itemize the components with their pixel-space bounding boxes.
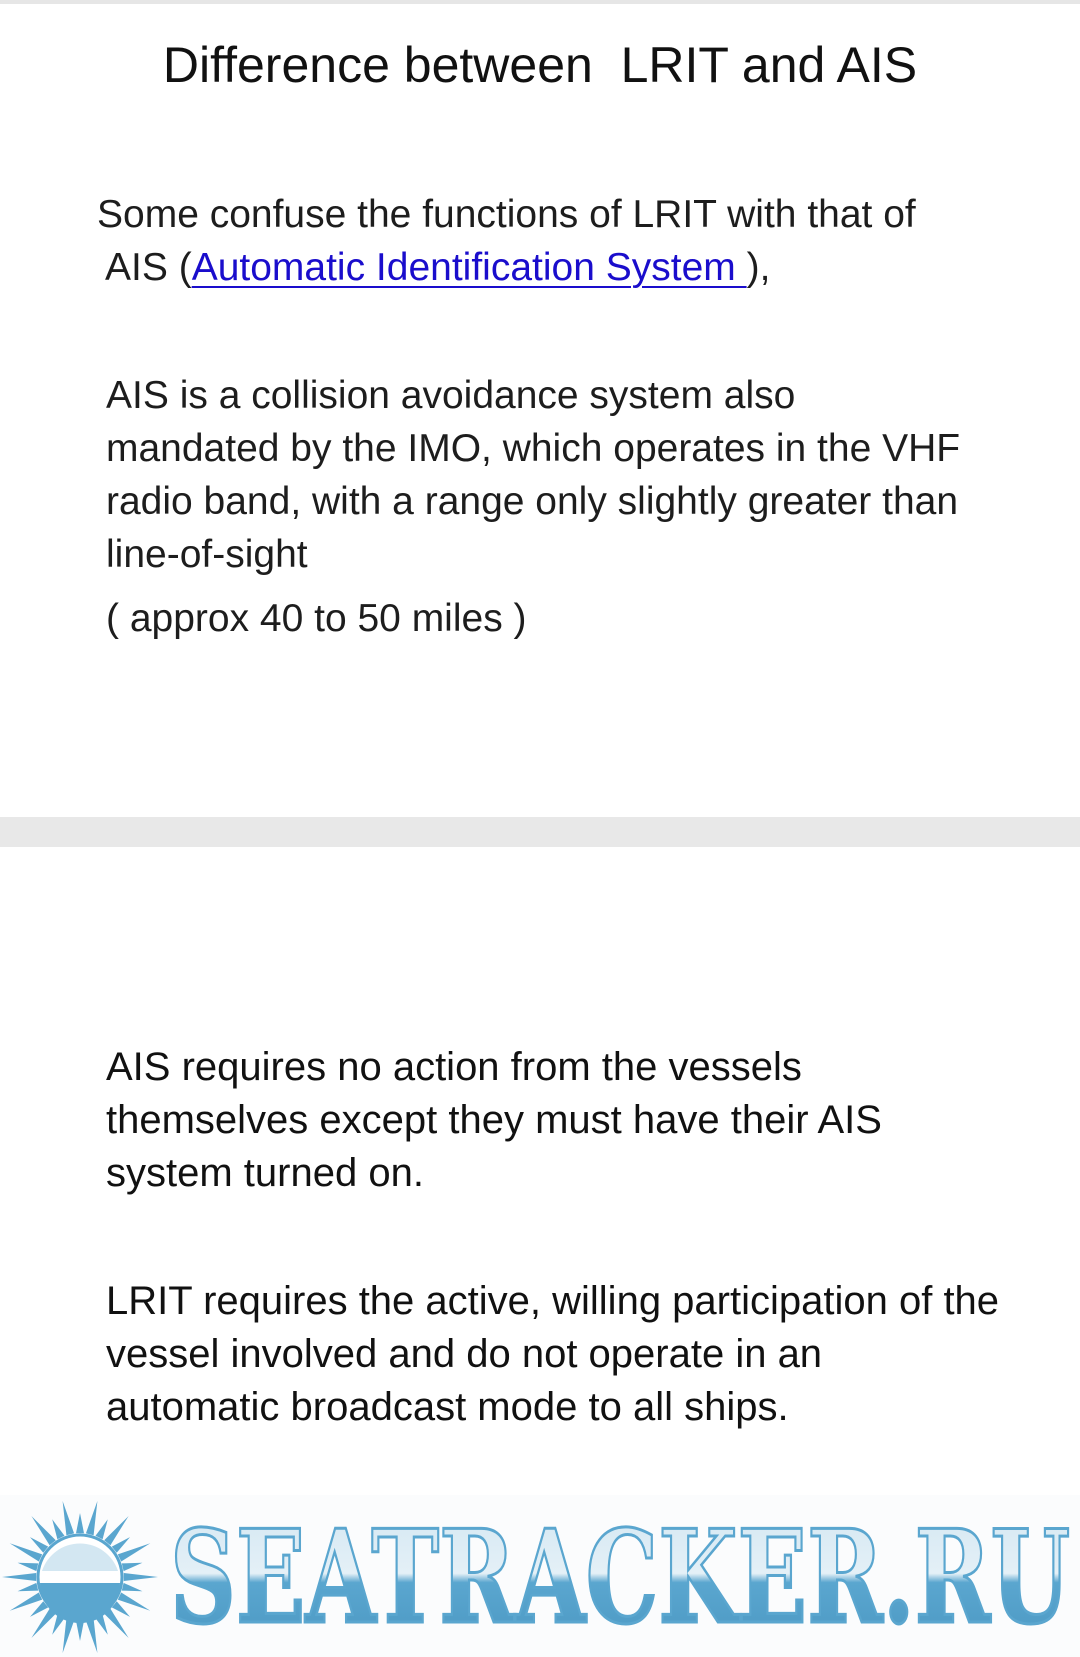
sun-ray [124,1573,158,1581]
sun-ray [112,1601,130,1617]
sun-ray [10,1543,43,1561]
sun-ray [10,1593,43,1611]
sun-icon [0,1497,160,1657]
sun-ray [2,1573,36,1581]
top-divider [0,0,1080,4]
sun-ray [118,1543,151,1561]
seatracker-logo-text: SEATRACKER.RU [170,1510,1070,1640]
sun-ray [86,1619,98,1653]
ais-no-action-paragraph: AIS requires no action from the vessels themselves except they must have their AIS system turned on. [106,1045,882,1195]
sun-ray [18,1583,39,1591]
seatracker-logo [170,1510,1075,1640]
section-divider [0,817,1080,847]
sun-ray [122,1563,143,1571]
sun-ray [30,1537,48,1553]
sun-ray [96,1519,108,1539]
sun-ray [122,1583,143,1591]
intro-line-1: Some confuse the functions of LRIT with that of [97,193,916,236]
intro-line-2 [97,241,1017,294]
sun-ray [76,1513,84,1533]
intro-paragraph [97,188,1017,294]
lrit-participation-paragraph: LRIT requires the active, willing participation of the vessel involved and do not operate in an automatic broadcast mode to all ships. [106,1279,1000,1429]
sun-ray [18,1563,39,1571]
sun-ray [63,1501,75,1535]
sun-ray [30,1601,48,1617]
sun-ray [63,1619,75,1653]
sun-ray [112,1537,130,1553]
sun-ray [86,1501,98,1535]
ais-description-paragraph: AIS is a collision avoidance system also mandated by the IMO, which operates in the VHF radio band, with a range only slightly greater than line-of-sight [106,374,961,576]
sun-ray [118,1593,151,1611]
range-note: ( approx 40 to 50 miles ) [106,597,527,640]
intro-prefix: AIS ( [105,246,192,289]
intro-suffix: ), [746,246,771,289]
sun-ray [52,1519,64,1539]
sun-ray [76,1621,84,1641]
ais-link[interactable]: Automatic Identification System [191,246,747,289]
page-title: Difference between LRIT and AIS [162,37,918,93]
